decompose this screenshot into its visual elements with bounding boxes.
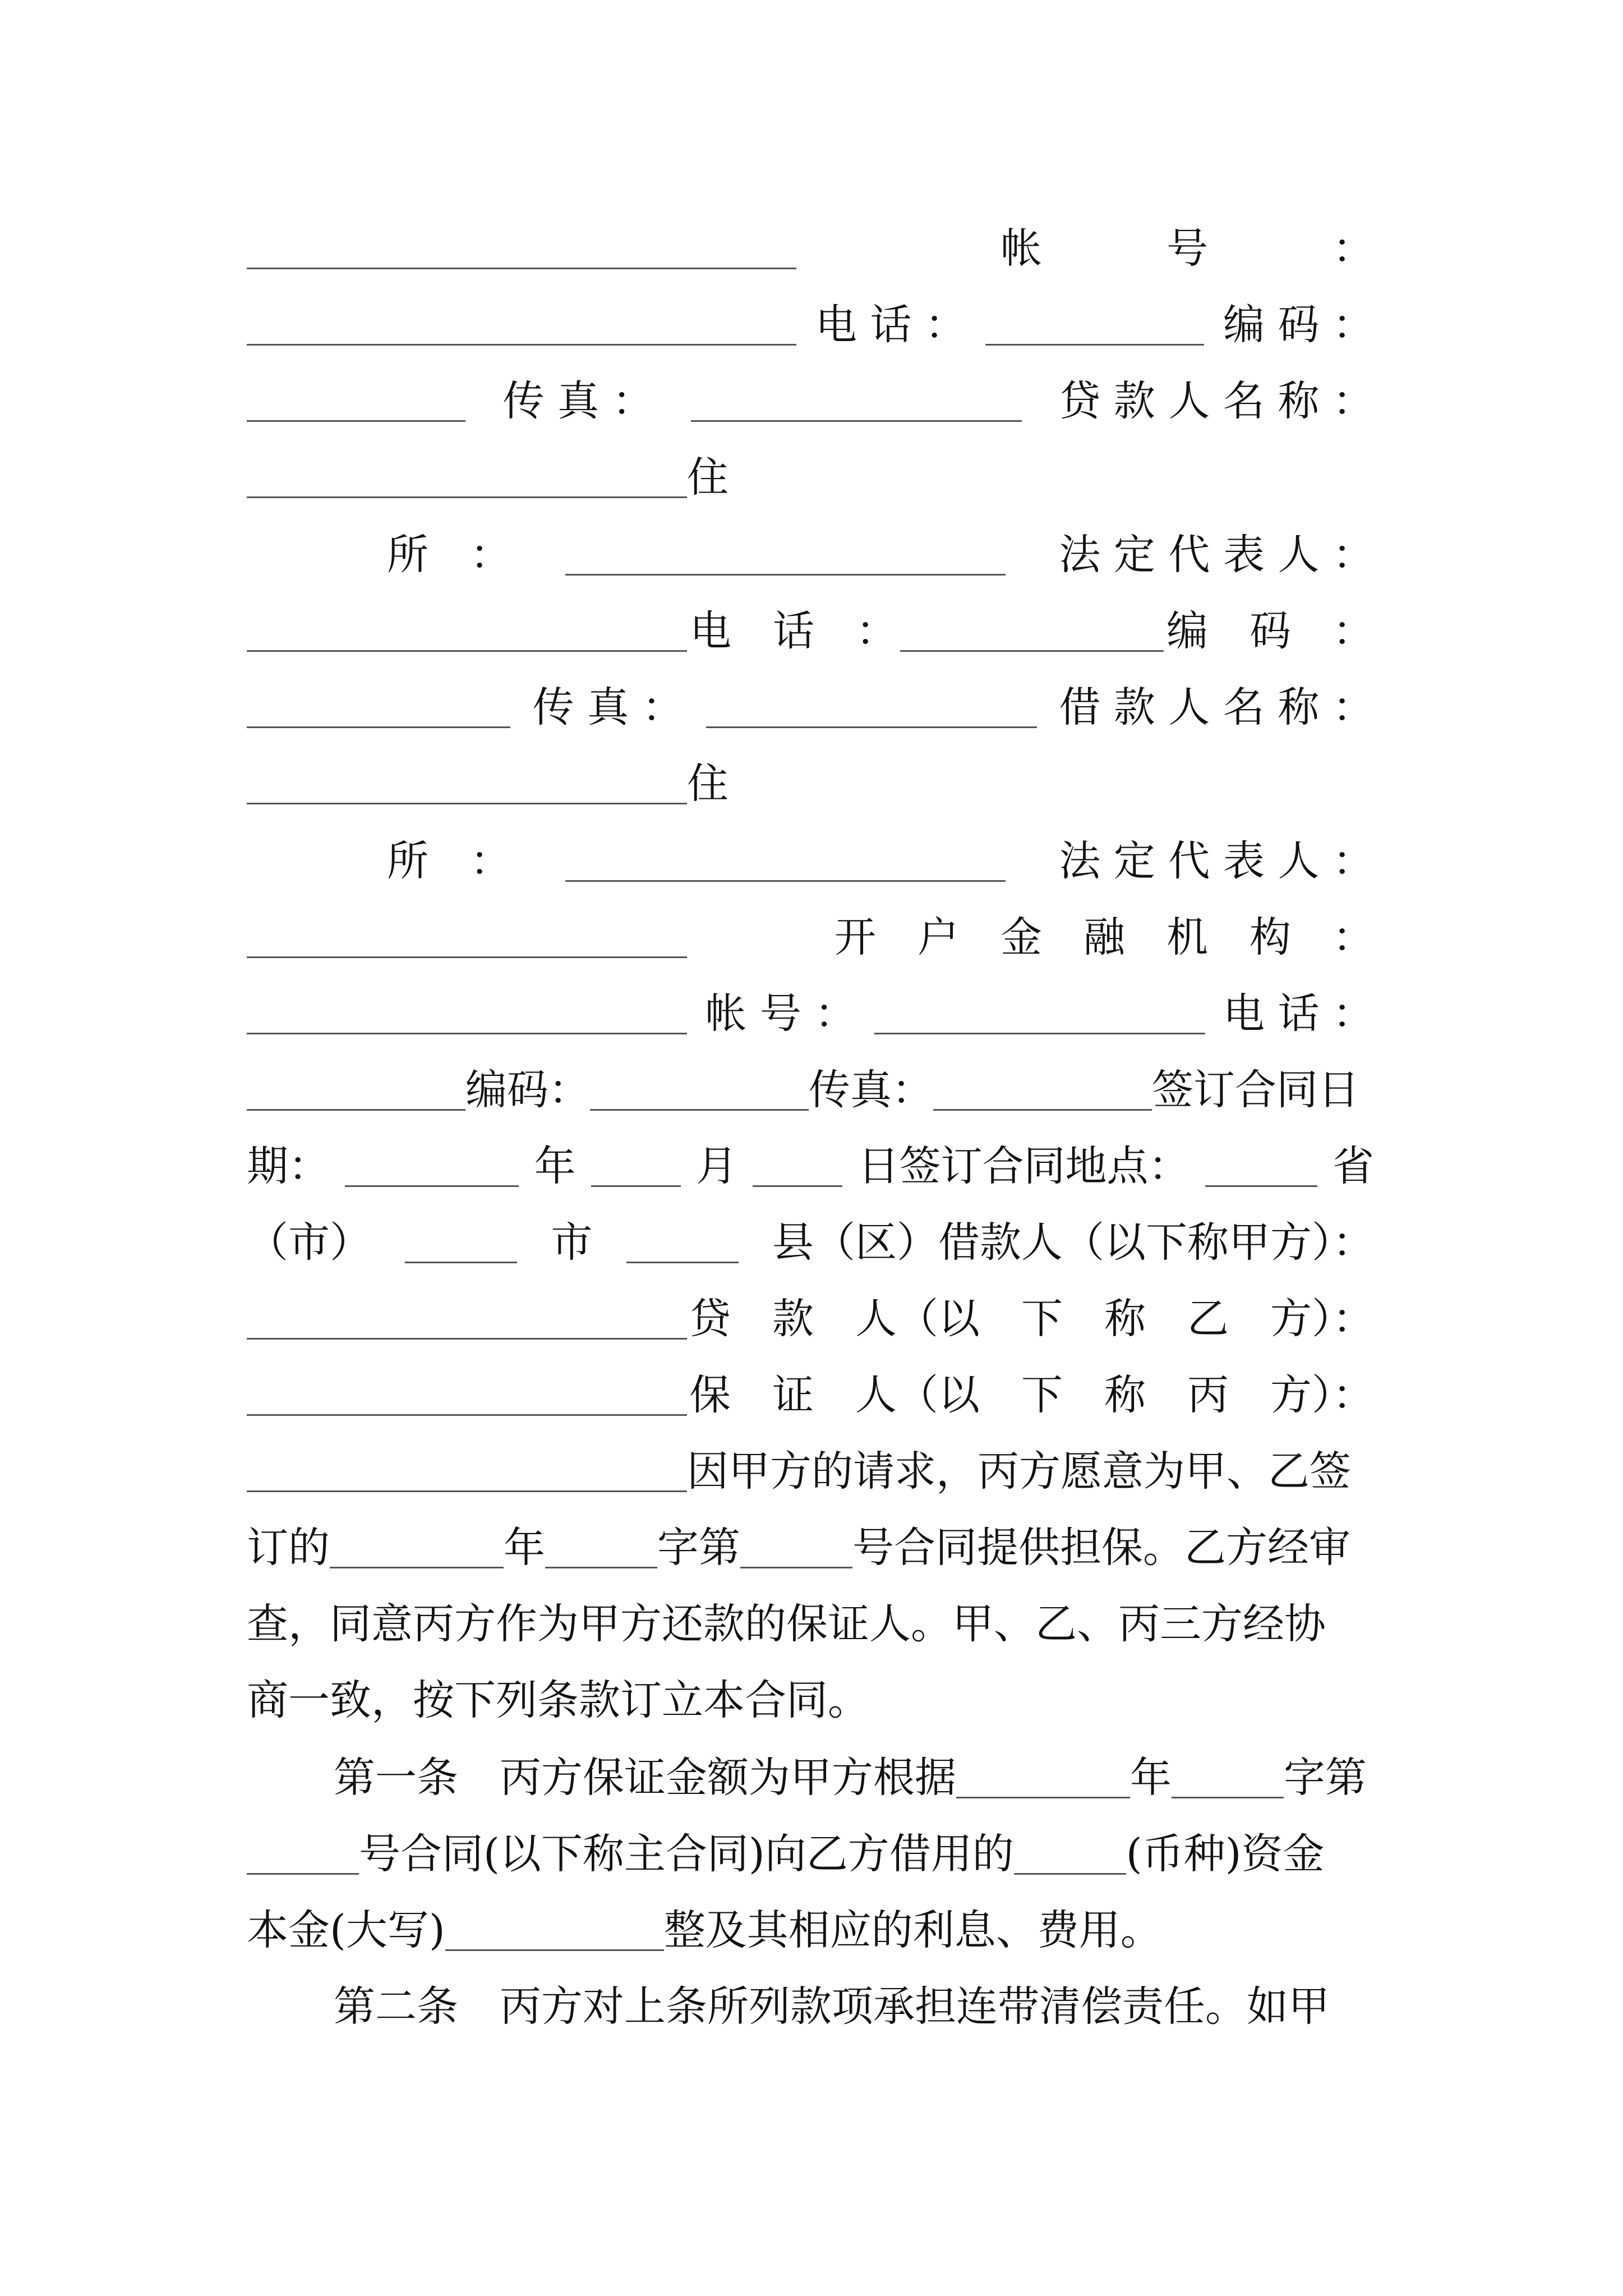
province-label: 省	[1332, 1142, 1374, 1190]
lender-name-label: 贷 款 人 名 称 ：	[1059, 377, 1374, 425]
blank-field[interactable]	[691, 381, 1022, 422]
blank-field[interactable]	[247, 1070, 465, 1111]
line-request	[247, 1425, 1374, 1496]
address-label: 住	[687, 453, 728, 501]
address-label: 住	[687, 760, 728, 808]
line-fax-borrower	[247, 661, 1374, 731]
line-place-legal-2	[387, 815, 1374, 885]
line-bank	[247, 891, 1374, 961]
blank-field[interactable]	[247, 457, 687, 498]
blank-field[interactable]	[405, 1222, 517, 1263]
blank-field[interactable]	[706, 687, 1037, 728]
blank-field[interactable]	[590, 1070, 809, 1111]
line-lender	[247, 1272, 1374, 1343]
line-address-2	[247, 737, 1374, 808]
lender-label: 贷 款 人（以 下 称 乙 方）：	[689, 1295, 1374, 1343]
blank-field[interactable]	[345, 1146, 519, 1187]
line-guarantor	[247, 1349, 1374, 1419]
sign-date-label: 签订合同日	[1152, 1066, 1359, 1114]
city-label-2: 市	[551, 1218, 593, 1267]
line-phone-code	[247, 278, 1374, 349]
blank-field[interactable]	[874, 993, 1205, 1034]
blank-field[interactable]	[247, 1834, 359, 1875]
phone-label: 电 话 ：	[1223, 990, 1374, 1038]
zi-label: 字第	[1284, 1754, 1367, 1802]
fax-label: 传 真 ：	[502, 377, 654, 425]
place-label: 所 ：	[387, 837, 511, 885]
blank-field[interactable]	[565, 535, 1006, 576]
line-contract-ref	[247, 1501, 1374, 1572]
code-label: 编 码 ：	[1166, 607, 1374, 655]
blank-field[interactable]	[247, 381, 465, 422]
blank-field[interactable]	[247, 763, 687, 804]
legal-rep-label: 法 定 代 表 人 ：	[1059, 837, 1374, 885]
blank-field[interactable]	[247, 305, 796, 346]
zi-label: 字第	[657, 1524, 740, 1572]
article-2-text: 第二条 丙方对上条所列款项承担连带清偿责任。如甲	[334, 1982, 1330, 2031]
blank-field[interactable]	[247, 611, 687, 652]
line-article-1-end	[247, 1884, 1374, 1954]
blank-field[interactable]	[591, 1146, 681, 1187]
year-label: 年	[534, 1142, 576, 1190]
year-label: 年	[1130, 1754, 1172, 1802]
city-label: （市）	[247, 1218, 371, 1267]
borrower-name-label: 借 款 人 名 称 ：	[1059, 683, 1374, 731]
text-segment: 整及其相应的利息、费用。	[663, 1906, 1162, 1954]
line-fax-lender	[247, 355, 1374, 425]
account-label: 帐 号 ：	[705, 990, 856, 1038]
blank-field[interactable]	[247, 917, 687, 958]
code-label: 编 码 ：	[1223, 301, 1374, 349]
phone-label: 电 话 ：	[815, 301, 967, 349]
blank-field[interactable]	[626, 1222, 739, 1263]
blank-field[interactable]	[900, 611, 1164, 652]
blank-field[interactable]	[545, 1527, 657, 1568]
blank-field[interactable]	[933, 1070, 1152, 1111]
line-body	[247, 1577, 1374, 1648]
text-segment: 号合同提供担保。乙方经审	[852, 1524, 1350, 1572]
line-phone-code-2	[247, 585, 1374, 655]
fax-label: 传 真 ：	[532, 683, 684, 731]
blank-field[interactable]	[247, 1299, 687, 1340]
text-segment: 订的	[247, 1524, 330, 1572]
line-city-county	[247, 1196, 1374, 1267]
article-1-text: 第一条 丙方保证金额为甲方根据	[334, 1754, 956, 1802]
line-body	[247, 1654, 1374, 1724]
blank-field[interactable]	[753, 1146, 842, 1187]
blank-field[interactable]	[985, 305, 1204, 346]
bank-label: 开 户 金 融 机 构 ：	[834, 913, 1374, 961]
line-address	[247, 431, 1374, 501]
line-place-legal	[387, 508, 1374, 579]
request-text: 因甲方的请求，丙方愿意为甲、乙签	[687, 1447, 1351, 1496]
fax-label: 传真：	[809, 1066, 933, 1114]
guarantor-label: 保 证 人（以 下 称 丙 方）：	[689, 1371, 1374, 1419]
line-account-phone	[247, 967, 1374, 1038]
blank-field[interactable]	[956, 1757, 1130, 1798]
blank-field[interactable]	[247, 687, 510, 728]
text-segment: 号合同(以下称主合同)向乙方借用的	[359, 1830, 1014, 1878]
line-article-1-cont	[247, 1807, 1374, 1878]
blank-field[interactable]	[445, 1910, 664, 1951]
blank-field[interactable]	[247, 1451, 687, 1492]
blank-field[interactable]	[247, 993, 687, 1034]
line-article-2	[247, 1960, 1374, 2031]
blank-field[interactable]	[330, 1527, 504, 1568]
currency-text: (币种)资金	[1126, 1830, 1325, 1878]
principal-label: 本金(大写)	[247, 1906, 445, 1954]
blank-field[interactable]	[1172, 1757, 1284, 1798]
line-date-place	[247, 1120, 1374, 1190]
phone-label: 电 话 ：	[690, 607, 897, 655]
body-text: 查，同意丙方作为甲方还款的保证人。甲、乙、丙三方经协	[247, 1600, 1326, 1648]
blank-field[interactable]	[1205, 1146, 1317, 1187]
blank-field[interactable]	[247, 1375, 687, 1416]
account-label: 帐 号 ：	[1000, 224, 1374, 273]
code-label: 编码：	[465, 1066, 590, 1114]
blank-field[interactable]	[740, 1527, 852, 1568]
line-code-fax-date	[247, 1043, 1374, 1114]
county-borrower-label: 县（区）借款人（以下称甲方）：	[772, 1218, 1374, 1267]
year-label: 年	[504, 1524, 545, 1572]
day-place-label: 日签订合同地点：	[857, 1142, 1190, 1190]
date-label: 期：	[247, 1142, 330, 1190]
blank-field[interactable]	[247, 228, 796, 269]
place-label: 所 ：	[387, 531, 511, 579]
line-account	[247, 202, 1374, 273]
body-text: 商一致，按下列条款订立本合同。	[247, 1676, 869, 1724]
blank-field[interactable]	[1014, 1834, 1126, 1875]
month-label: 月	[696, 1142, 737, 1190]
legal-rep-label: 法 定 代 表 人 ：	[1059, 531, 1374, 579]
blank-field[interactable]	[565, 841, 1006, 882]
line-article-1	[247, 1731, 1374, 1802]
